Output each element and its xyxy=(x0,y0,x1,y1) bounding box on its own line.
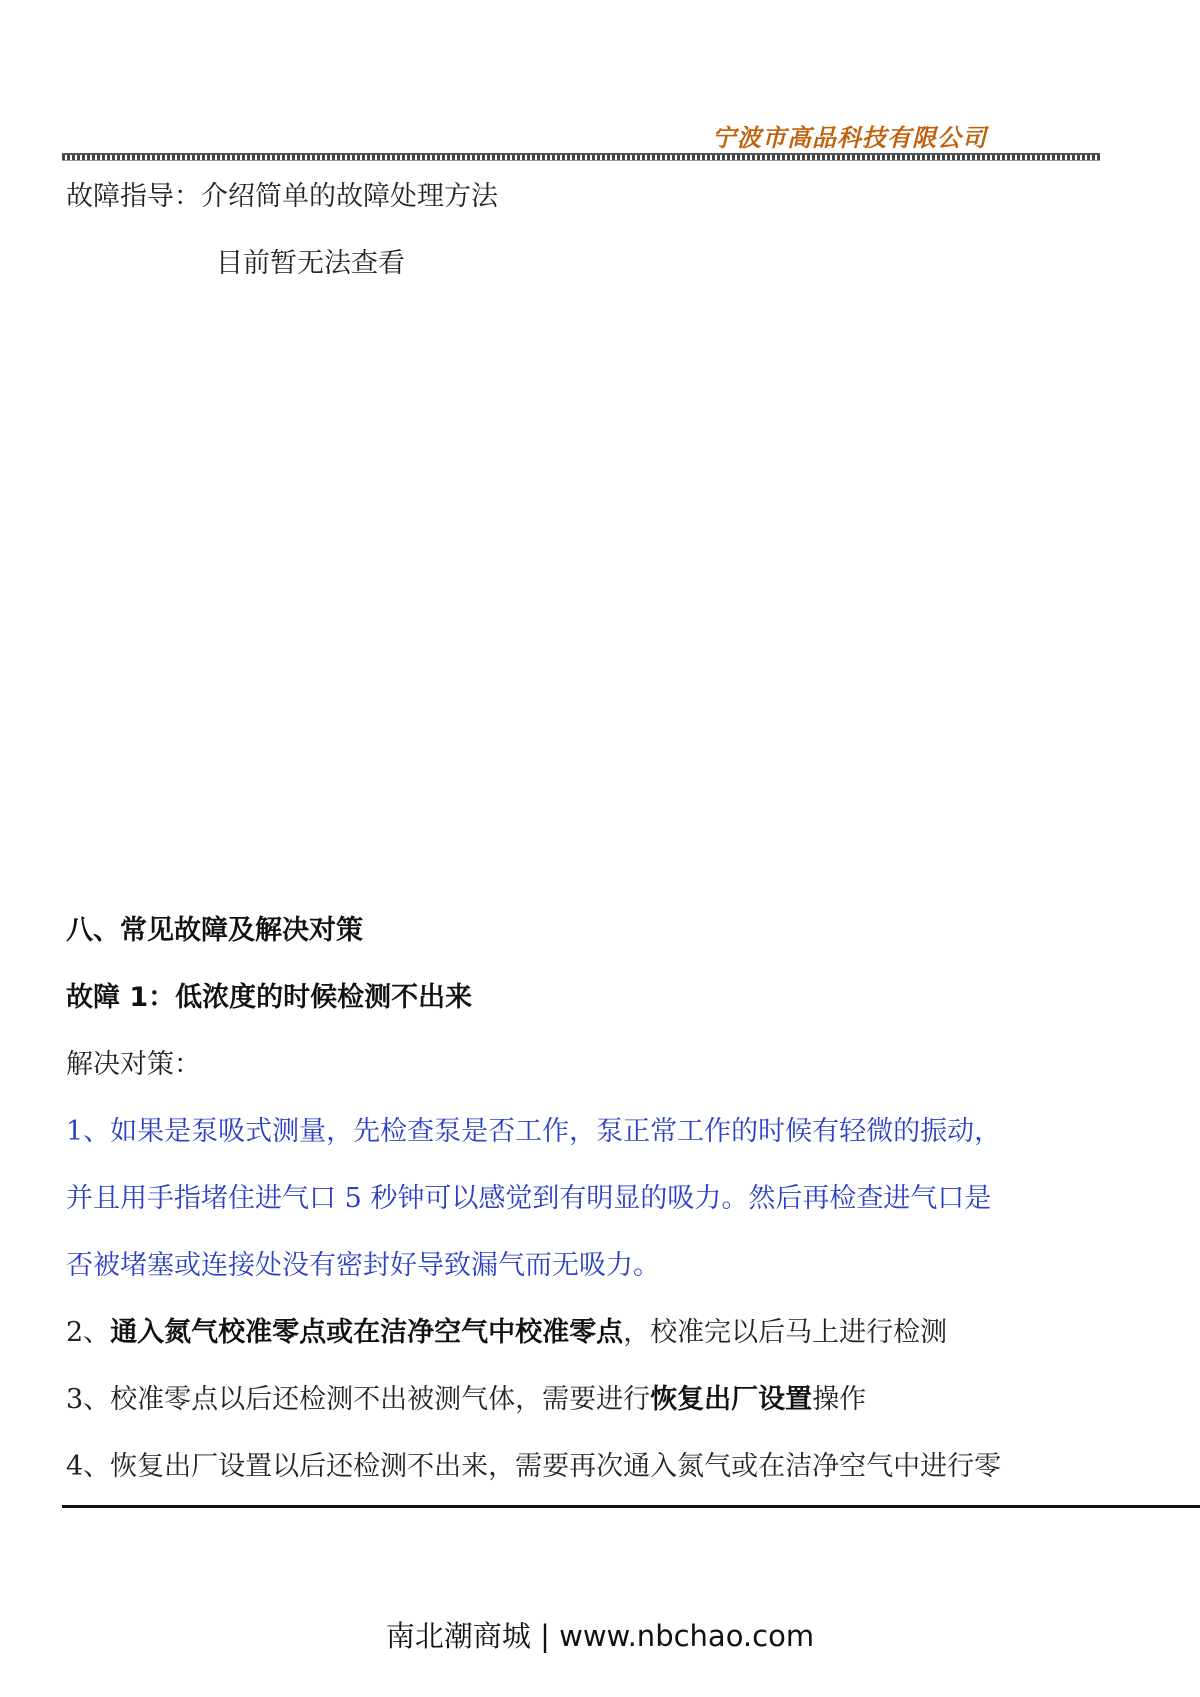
solution-item-2 xyxy=(66,1315,947,1351)
fault-title: 故障 1：低浓度的时候检测不出来 xyxy=(66,982,473,1013)
header-divider xyxy=(62,153,1100,161)
solution-label: 解决对策： xyxy=(66,1049,201,1080)
header-company-name: 宁波市高品科技有限公司 xyxy=(712,124,987,152)
fault-guide-note: 目前暂无法查看 xyxy=(216,248,405,279)
solution-item-3-emphasis: 恢复出厂设置 xyxy=(650,1384,813,1415)
solution-item-3-prefix: 3、校准零点以后还检测不出被测气体，需要进行 xyxy=(66,1384,651,1415)
solution-item-3-suffix: 操作 xyxy=(812,1384,867,1415)
footer-site-link[interactable]: 南北潮商城 | www.nbchao.com xyxy=(385,1619,815,1653)
solution-item-1-line-2: 并且用手指堵住进气口 5 秒钟可以感觉到有明显的吸力。然后再检查进气口是 xyxy=(66,1183,992,1214)
solution-item-1-line-3: 否被堵塞或连接处没有密封好导致漏气而无吸力。 xyxy=(66,1250,660,1281)
solution-item-4: 4、恢复出厂设置以后还检测不出来，需要再次通入氮气或在洁净空气中进行零 xyxy=(66,1451,1002,1482)
solution-item-1-line-1: 1、如果是泵吸式测量，先检查泵是否工作，泵正常工作的时候有轻微的振动， xyxy=(66,1116,1002,1147)
solution-item-2-prefix: 2、 xyxy=(66,1317,111,1348)
solution-item-3 xyxy=(66,1382,866,1418)
footer-divider xyxy=(62,1505,1200,1508)
solution-item-2-suffix: ，校准完以后马上进行检测 xyxy=(623,1317,948,1348)
fault-guide-text: 故障指导：介绍简单的故障处理方法 xyxy=(66,181,498,212)
solution-item-2-emphasis: 通入氮气校准零点或在洁净空气中校准零点 xyxy=(110,1317,624,1348)
section-heading: 八、常见故障及解决对策 xyxy=(66,915,363,946)
